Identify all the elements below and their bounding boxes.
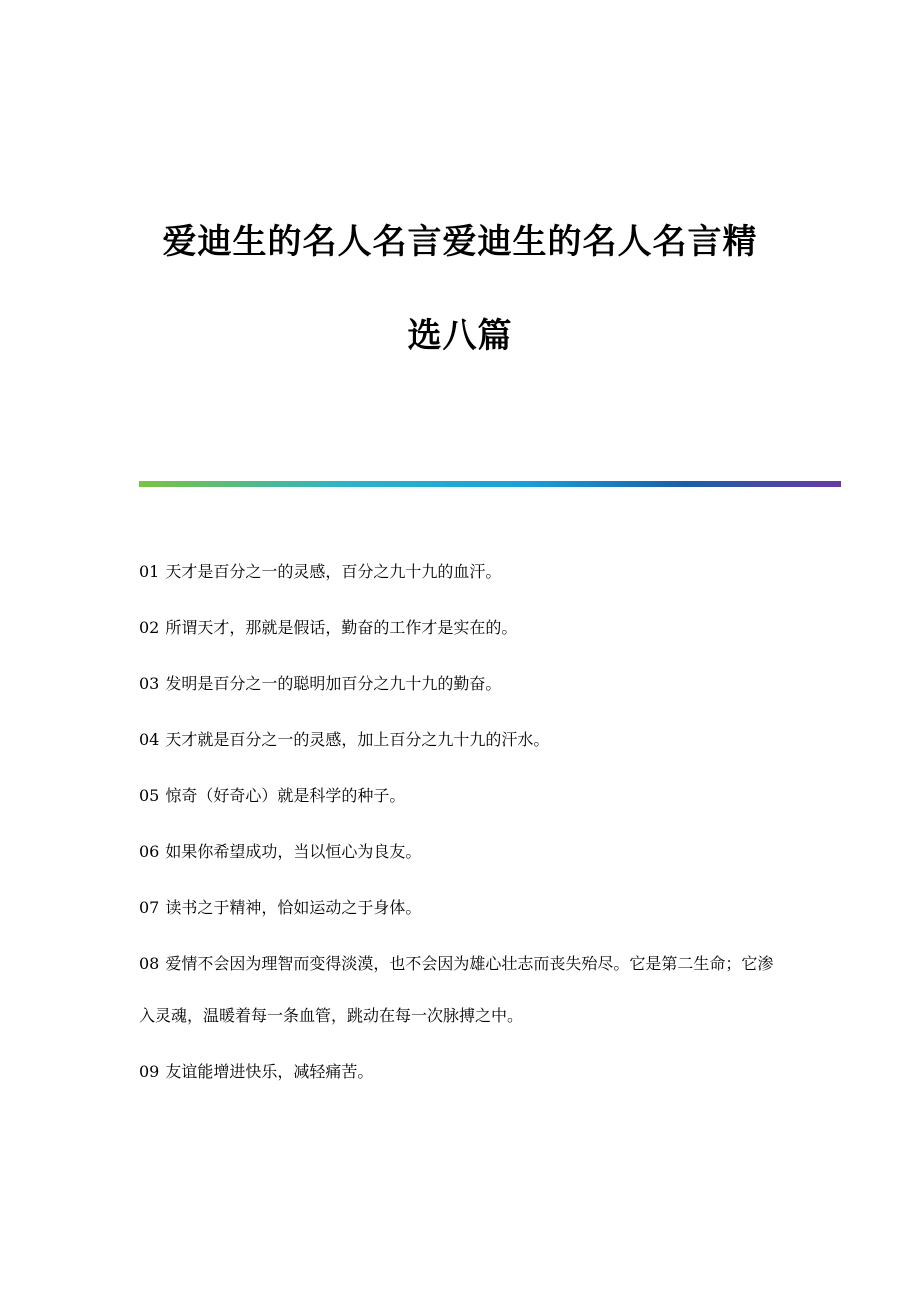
quote-number: 04 (139, 730, 160, 749)
gradient-divider (139, 481, 841, 487)
quote-number: 02 (139, 618, 160, 637)
list-item (139, 938, 789, 1042)
list-item (139, 562, 789, 582)
quote-text: 爱情不会因为理智而变得淡漠，也不会因为雄心壮志而丧失殆尽。它是第二生命；它渗入灵魂，温暖着每一条血管，跳动在每一次脉搏之中。 (139, 954, 774, 1025)
quote-number: 06 (139, 842, 160, 861)
quote-number: 03 (139, 674, 160, 693)
list-item (139, 842, 789, 862)
quote-text: 发明是百分之一的聪明加百分之九十九的勤奋。 (165, 674, 502, 693)
list-item (139, 674, 789, 694)
quote-number: 07 (139, 898, 160, 917)
quote-text: 所谓天才，那就是假话，勤奋的工作才是实在的。 (165, 618, 518, 637)
quote-number: 01 (139, 562, 160, 581)
quote-list (139, 562, 789, 1118)
quote-text: 如果你希望成功，当以恒心为良友。 (165, 842, 422, 861)
page-title-line-2: 选八篇 (407, 316, 513, 356)
list-item (139, 898, 789, 918)
quote-text: 友谊能增进快乐，减轻痛苦。 (165, 1062, 374, 1081)
quote-text: 惊奇（好奇心）就是科学的种子。 (165, 786, 406, 805)
quote-text: 天才是百分之一的灵感，百分之九十九的血汗。 (165, 562, 502, 581)
page-title-line-1: 爱迪生的名人名言爱迪生的名人名言精 (162, 222, 758, 262)
list-item (139, 1062, 789, 1082)
quote-number: 09 (139, 1062, 160, 1081)
quote-number: 08 (139, 954, 160, 973)
list-item (139, 730, 789, 750)
list-item (139, 786, 789, 806)
quote-text: 天才就是百分之一的灵感，加上百分之九十九的汗水。 (165, 730, 550, 749)
quote-text: 读书之于精神，恰如运动之于身体。 (165, 898, 422, 917)
list-item (139, 618, 789, 638)
quote-number: 05 (139, 786, 160, 805)
